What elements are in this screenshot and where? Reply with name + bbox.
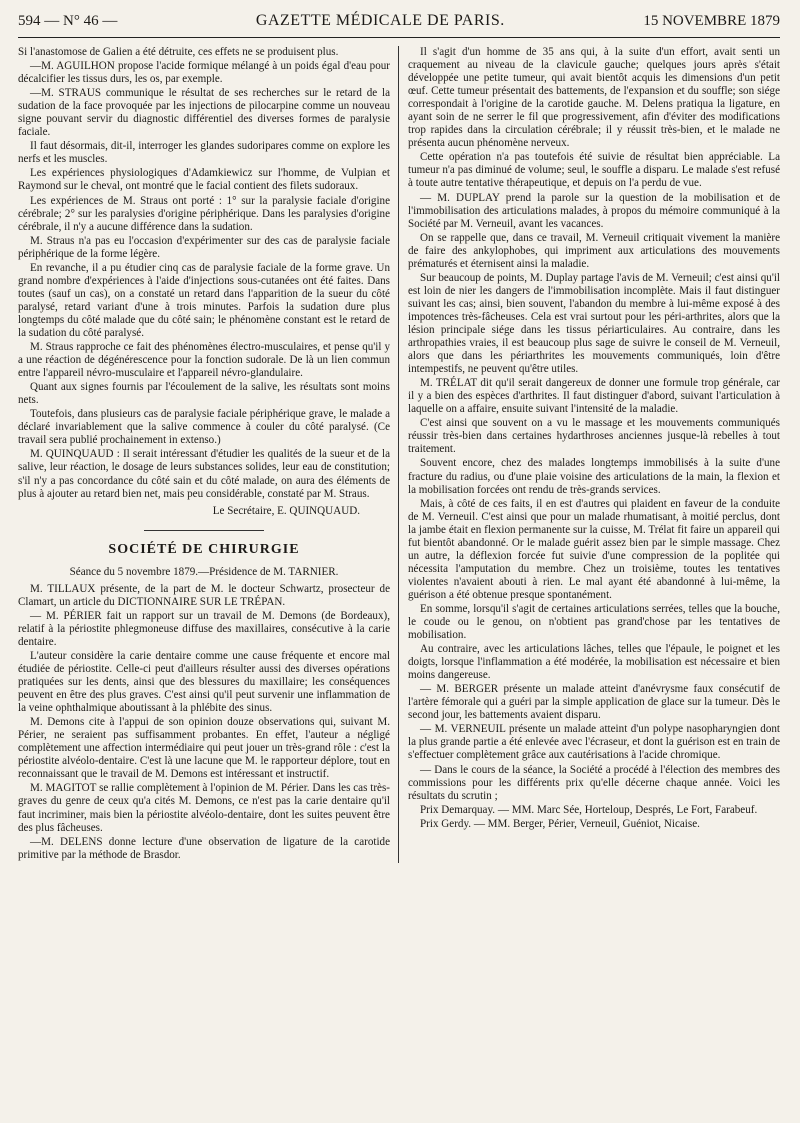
paragraph: Mais, à côté de ces faits, il en est d'autres qui plaident en faveur de la conduite de M. Verneuil. C'est ainsi que pour un malade rhumatisant, à moitié perclus, dont la jambe était en flexion permanente sur la cuisse, M. Trélat fit faire un appareil qui fut bientôt abandonné. Or le malade guérit assez bien par le simple massage. Chez un autre, la déflexion forcée fut suivie d'une compression de la poplitée qui nécessita l'amputation du membre. Chez un troisième, toutes les tentatives violentes n'avaient abouti à rien. Le mal ayant été abandonné à lui-même, la guérison a été obtenue presque spontanément. [408,497,780,601]
paragraph: C'est ainsi que souvent on a vu le massage et les mouvements communiqués réussir très-bien dans certaines hydarthroses anciennes jusque-là rebelles à tout traitement. [408,417,780,456]
left-column [18,46,398,863]
paragraph: L'auteur considère la carie dentaire comme une cause fréquente et encore mal étudiée de périostite. Celle-ci peut d'ailleurs résulter aussi des diverses opérations pratiquées sur les dents, ainsi que des blessures du maxillaire; les conséquences peuvent en être des plus graves. C'est ainsi qu'il peut survenir une inflammation de la veine ophthalmique aboutissant à la phlébite des sinus. [18,649,390,715]
paragraph: —M. STRAUS communique le résultat de ses recherches sur le retard de la sudation de la face provoquée par les injections de pilocarpine comme un nouveau signe pouvant servir du diagnostic différentiel des diverses formes de paralysie faciale. [18,87,390,139]
paragraph: — M. DUPLAY prend la parole sur la question de la mobilisation et de l'immobilisation des articulations malades, à propos du mémoire communiqué à la Société par M. Verneuil, avant les vacances. [408,191,780,230]
paragraph: — M. BERGER présente un malade atteint d'anévrysme faux consécutif de l'artère fémorale qui a guéri par la simple application de glace sur la tumeur. Dès le second jour, les battements avaient disparu. [408,683,780,722]
paragraph: Il faut désormais, dit-il, interroger les glandes sudoripares comme on explore les nerfs et les muscles. [18,140,390,166]
paragraph: Les expériences physiologiques d'Adamkiewicz sur l'homme, de Vulpian et Raymond sur le cheval, ont montré que le facial contient des filets sudoraux. [18,167,390,193]
prize-commission: Prix Gerdy. — MM. Berger, Périer, Verneuil, Guéniot, Nicaise. [420,817,700,830]
paragraph: — M. VERNEUIL présente un malade atteint d'un polype nasopharyngien dont la plus grande partie a été enlevée avec l'écraseur, et dont la guérison est en train de s'effectuer complètement grâce aux cautérisations à l'acide chromique. [408,723,780,762]
paragraph: —M. AGUILHON propose l'acide formique mélangé à un poids égal d'eau pour décalcifier les tissus durs, les os, par exemple. [18,60,390,86]
paragraph: En revanche, il a pu étudier cinq cas de paralysie faciale de la forme grave. Un grand nombre d'expériences à l'aide d'injections sous-cutanées ont été faites. Dans toutes (sauf un cas), on a constaté un retard dans l'apparition de la sueur du côté paralysé, retard variant d'une à trois minutes. Parfois la sudation dure plus longtemps du côté malade que du côté sain; le phénomène constant est le retard de la sudation du côté paralysé. [18,261,390,339]
paragraph: Toutefois, dans plusieurs cas de paralysie faciale périphérique grave, le malade a déclaré invariablement que la salive commence à couler du côté paralysé. (Ce travail sera publié prochainement in extenso.) [18,408,390,447]
paragraph: Les expériences de M. Straus ont porté : 1° sur la paralysie faciale d'origine cérébrale; 2° sur les paralysies d'origine périphérique. Dans les paralysies d'origine cérébrale, il n'y a aucune différence dans la sudation. [18,194,390,233]
section-divider [144,530,264,531]
session-line: Séance du 5 novembre 1879.—Présidence de M. TARNIER. [69,565,339,578]
newspaper-page [18,12,780,1112]
prize-commission: Prix Demarquay. — MM. Marc Sée, Horteloup, Després, Le Fort, Farabeuf. [420,803,758,816]
paragraph: M. Straus n'a pas eu l'occasion d'expérimenter sur des cas de paralysie faciale périphérique de la forme légère. [18,234,390,260]
paragraph: Si l'anastomose de Galien a été détruite, ces effets ne se produisent plus. [18,46,339,58]
paragraph: Sur beaucoup de points, M. Duplay partage l'avis de M. Verneuil; c'est ainsi qu'il est loin de nier les dangers de l'immobilisation incomplète. Mais il faut distinguer suivant les cas; ainsi, bien souvent, l'abandon du membre à lui-même exposé à des impotences très-fâcheuses. Cela est vrai surtout pour les péri-arthrites, alors que la lésion principale siége dans les tissus périarticulaires. Au contraire, dans les arthropathies vraies, il est beaucoup plus sage de suivre le conseil de M. Verneuil, alors que dans les périarthrites les mouvements communiqués, loin d'être intempestifs, ne peuvent qu'être utiles. [408,271,780,376]
paragraph: — M. PÉRIER fait un rapport sur un travail de M. Demons (de Bordeaux), relatif à la périostite phlegmoneuse diffuse des maxillaires, consécutive à la carie dentaire. [18,609,390,648]
paragraph: M. TILLAUX présente, de la part de M. le docteur Schwartz, prosecteur de Clamart, un article du DICTIONNAIRE SUR LE TRÉPAN. [18,582,390,608]
paragraph: M. QUINQUAUD : Il serait intéressant d'étudier les qualités de la sueur et de la salive, leur réaction, le dosage de leurs substances solides, leur eau de constitution; s'il n'y a pas concordance du côté sain et du côté malade, on aura des éléments de plus à ajouter au retard bien net, mais peu considérable, constaté par M. Straus. [18,448,390,500]
paragraph: On se rappelle que, dans ce travail, M. Verneuil critiquait vivement la manière de faire des ankylophobes, qui impriment aux articulations des mouvements prématurés et éternisent ainsi la maladie. [408,231,780,270]
paragraph: Souvent encore, chez des malades longtemps immobilisés à la suite d'une fracture du radius, ou d'une plaie voisine des articulations de la main, la flexion et la mobilisation forcées ont rendu de très-grands services. [408,457,780,496]
paragraph: —M. DELENS donne lecture d'une observation de ligature de la carotide primitive par la méthode de Brasdor. [18,835,390,861]
page-header [18,12,780,38]
section-title: SOCIÉTÉ DE CHIRURGIE [108,541,300,557]
paragraph: En somme, lorsqu'il s'agit de certaines articulations serrées, telles que la bouche, le coude ou le genou, on n'obtient pas grand'chose par les tentatives de mobilisation. [408,602,780,642]
paragraph: Quant aux signes fournis par l'écoulement de la salive, les résultats sont moins nets. [18,381,390,407]
paragraph: Cette opération n'a pas toutefois été suivie de résultat bien appréciable. La tumeur n'a pas diminué de volume; seul, le souffle a disparu. Le malade s'est refusé à toute autre tentative thérapeutique, et depuis on l'a perdu de vue. [408,151,780,190]
paragraph: M. Straus rapproche ce fait des phénomènes électro-musculaires, et pense qu'il y a une réaction de dégénérescence pour la fonction sudorale. De là un lien commun entre l'appareil névro-musculaire et l'appareil névro-glandulaire. [18,341,390,380]
paragraph: Il s'agit d'un homme de 35 ans qui, à la suite d'un effort, avait senti un craquement au niveau de la clavicule gauche; quelques jours après s'était développée une petite tumeur, qui avait bientôt acquis les dimensions d'un petit œuf. Cette tumeur présentait des battements, de l'expansion et du souffle; son siége correspondait à l'origine de la carotide gauche. M. Delens pratiqua la ligature, en ayant soin de ne serrer le fil que progressivement, afin d'éviter des modifications trop rapides dans la circulation cérébrale; il y réussit très-bien, et le malade ne présenta aucun phénomène nerveux. [408,46,780,150]
page-number: 594 — N° 46 — [18,13,118,29]
paragraph: — Dans le cours de la séance, la Société a procédé à l'élection des membres des commissions pour les différents prix qu'elle décerne chaque année. Voici les résultats du scrutin ; [408,763,780,802]
issue-date: 15 NOVEMBRE 1879 [643,13,780,29]
right-column [398,46,780,863]
paragraph: M. Demons cite à l'appui de son opinion douze observations qui, suivant M. Périer, ne seraient pas suffisamment probantes. En effet, l'auteur a négligé complètement une affection intermédiaire qui peut jouer un très-grand rôle : c'est la périostite alvéolo-dentaire. C'est là une lacune que M. le rapporteur déplore, tout en reconnaissant que le travail de M. Demons est intéressant et instructif. [18,716,390,781]
paragraph: M. TRÉLAT dit qu'il serait dangereux de donner une formule trop générale, car il y a bien des espèces d'arthrites. Il faut distinguer d'abord, suivant l'articulation à laquelle on a affaire, ensuite suivant l'intensité de la maladie. [408,377,780,416]
paragraph: Au contraire, avec les articulations lâches, telles que l'épaule, le poignet et les doigts, lorsque l'inflammation a été modérée, la mobilisation est nécessaire et bien moins dangereuse. [408,643,780,682]
paragraph: M. MAGITOT se rallie complètement à l'opinion de M. Périer. Dans les cas très-graves du genre de ceux qu'a cités M. Demons, ce n'est pas la carie dentaire qu'il faut incriminer, mais bien la périostite alvéolo-dentaire, dont les suites peuvent être des plus fâcheuses. [18,782,390,834]
secretary-signature: Le Secrétaire, E. QUINQUAUD. [212,504,360,517]
journal-title: GAZETTE MÉDICALE DE PARIS. [255,12,505,29]
columns [18,46,780,863]
